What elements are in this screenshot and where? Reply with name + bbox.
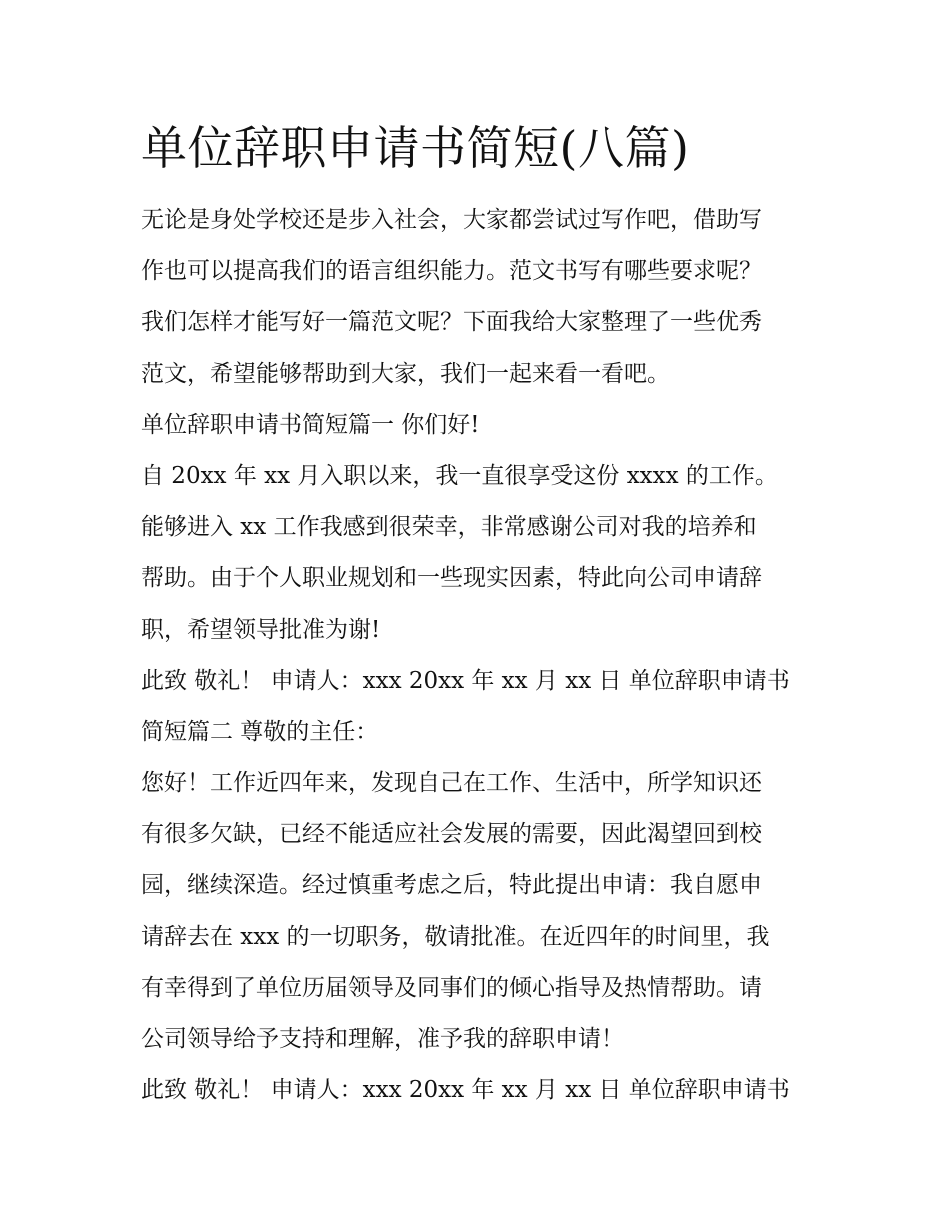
text-line: 简短篇二 尊敬的主任： [141,718,379,745]
text-line: 有幸得到了单位历届领导及同事们的倾心指导及热情帮助。请 [141,974,762,1001]
text-line: 我们怎样才能写好一篇范文呢？下面我给大家整理了一些优秀 [141,309,762,336]
document-title: 单位辞职申请书简短(八篇) [141,121,690,175]
text-line: 职，希望领导批准为谢! [141,616,381,643]
text-line: 公司领导给予支持和理解，准予我的辞职申请！ [141,1026,624,1052]
text-line: 有很多欠缺，已经不能适应社会发展的需要，因此渴望回到校 [141,821,762,848]
text-line: 自 20xx 年 xx 月入职以来，我一直很享受这份 xxxx 的工作。 [141,462,778,489]
text-line: 范文，希望能够帮助到大家，我们一起来看一看吧。 [141,360,670,387]
text-line: 能够进入 xx 工作我感到很荣幸，非常感谢公司对我的培养和 [141,514,757,541]
text-line: 无论是身处学校还是步入社会，大家都尝试过写作吧，借助写 [141,207,762,233]
text-line: 作也可以提高我们的语言组织能力。范文书写有哪些要求呢？ [141,258,762,285]
text-line: 此致 敬礼！ 申请人：xxx 20xx 年 xx 月 xx 日 单位辞职申请书 [141,1077,790,1104]
text-line: 园，继续深造。经过慎重考虑之后，特此提出申请：我自愿申 [141,872,762,899]
document-body [141,195,821,1116]
text-line: 单位辞职申请书简短篇一 你们好! [141,411,480,438]
text-line: 帮助。由于个人职业规划和一些现实因素，特此向公司申请辞 [141,565,762,592]
text-line: 请辞去在 xxx 的一切职务，敬请批准。在近四年的时间里，我 [141,923,770,950]
text-line: 此致 敬礼！ 申请人：xxx 20xx 年 xx 月 xx 日 单位辞职申请书 [141,667,790,694]
text-line: 您好！工作近四年来，发现自己在工作、生活中，所学知识还 [141,770,762,797]
